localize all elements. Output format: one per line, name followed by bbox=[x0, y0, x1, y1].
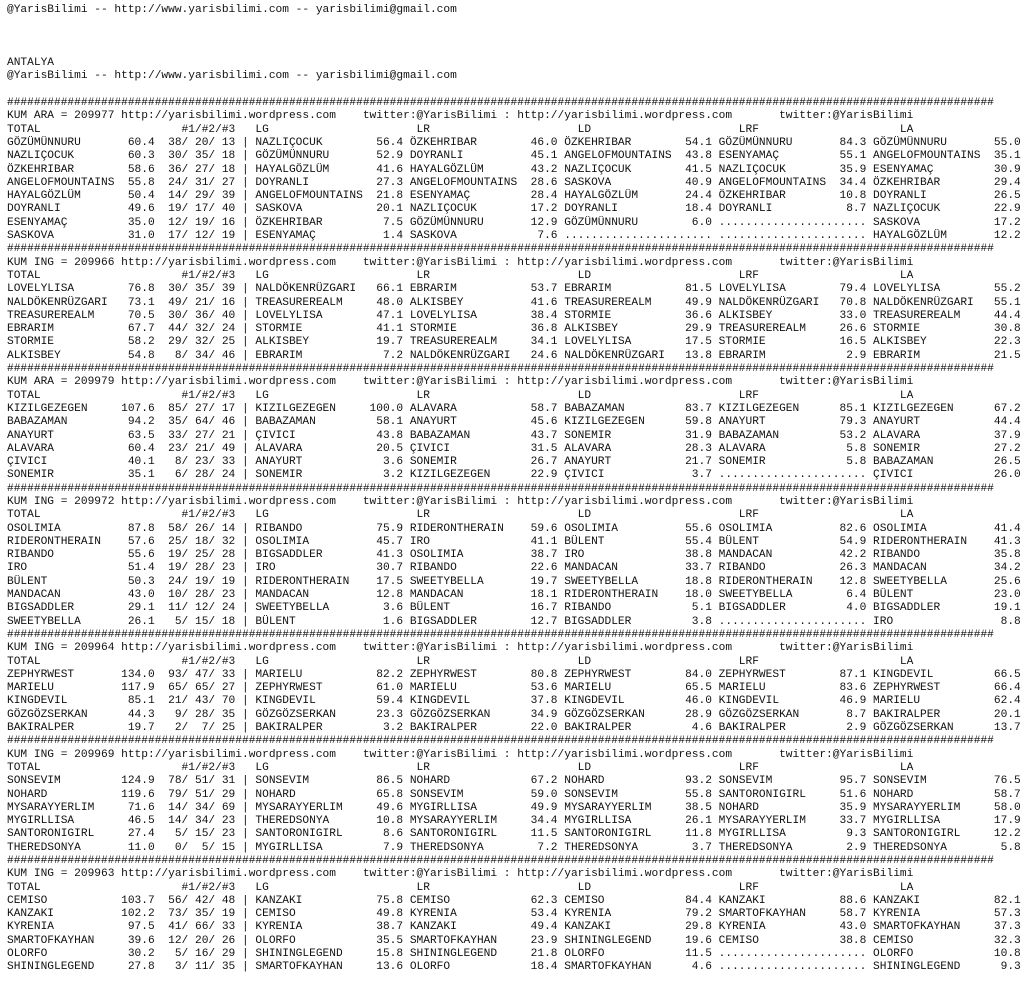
horse-row: SWEETYBELLA 26.1 5/ 15/ 18 | BÜLENT 1.6 BIGSADDLER 12.7 BIGSADDLER 3.8 ...................... IRO 8.8 bbox=[7, 615, 1021, 628]
hash-separator-line: ################################################################################################################################################### bbox=[7, 735, 994, 748]
blank-line bbox=[7, 44, 1021, 57]
horse-row: RIBANDO 55.6 19/ 25/ 28 | BIGSADDLER 41.3 OSOLIMIA 38.7 IRO 38.8 MANDACAN 42.2 RIBANDO 35.8 bbox=[7, 549, 1021, 562]
race-header-line: KUM ING = 209972 http://yarisbilimi.wordpress.com twitter:@YarisBilimi : http://yarisbilimi.wordpress.com twitter:@YarisBilimi bbox=[7, 495, 914, 508]
hash-separator-line: ################################################################################################################################################### bbox=[7, 363, 994, 376]
column-header-line: TOTAL #1/#2/#3 LG LR LD LRF LA bbox=[7, 655, 914, 668]
horse-row: RIDERONTHERAIN 57.6 25/ 18/ 32 | OSOLIMIA 45.7 IRO 41.1 BÜLENT 55.4 BÜLENT 54.9 RIDERONTHERAIN 41.3 bbox=[7, 535, 1021, 548]
race-header-line: KUM ARA = 209979 http://yarisbilimi.wordpress.com twitter:@YarisBilimi : http://yarisbilimi.wordpress.com twitter:@YarisBilimi bbox=[7, 376, 914, 389]
horse-row: THEREDSONYA 11.0 0/ 5/ 15 | MYGIRLLISA 7.9 THEREDSONYA 7.2 THEREDSONYA 3.7 THEREDSONYA 2.9 THEREDSONYA 5.8 bbox=[7, 841, 1021, 854]
column-header-line: TOTAL #1/#2/#3 LG LR LD LRF LA bbox=[7, 123, 914, 136]
horse-row: MANDACAN 43.0 10/ 28/ 23 | MANDACAN 12.8 MANDACAN 18.1 RIDERONTHERAIN 18.0 SWEETYBELLA 6.4 BÜLENT 23.0 bbox=[7, 589, 1021, 602]
horse-row: HAYALGÖZLÜM 50.4 14/ 29/ 39 | ANGELOFMOUNTAINS 21.8 ESENYAMAÇ 28.4 HAYALGÖZLÜM 24.4 ÖZKEHRIBAR 10.8 DOYRANLI 26.5 bbox=[7, 190, 1021, 203]
horse-row: NALDÖKENRÜZGARI 73.1 49/ 21/ 16 | TREASUREREALM 48.0 ALKISBEY 41.6 TREASUREREALM 49.9 NALDÖKENRÜZGARI 70.8 NALDÖKENRÜZGARI 55.1 bbox=[7, 296, 1021, 309]
horse-row: NOHARD 119.6 79/ 51/ 29 | NOHARD 65.8 SONSEVIM 59.0 SONSEVIM 55.8 SANTORONIGIRL 51.6 NOHARD 58.7 bbox=[7, 788, 1021, 801]
hash-separator-line: ################################################################################################################################################### bbox=[7, 482, 994, 495]
horse-row: ESENYAMAÇ 35.0 12/ 19/ 16 | ÖZKEHRIBAR 7.5 GÖZÜMÜNNURU 12.9 GÖZÜMÜNNURU 6.0 ...................... SASKOVA 17.2 bbox=[7, 216, 1021, 229]
horse-row: MARIELU 117.9 65/ 65/ 27 | ZEPHYRWEST 61.0 MARIELU 53.6 MARIELU 65.5 MARIELU 83.6 ZEPHYRWEST 66.4 bbox=[7, 682, 1021, 695]
horse-row: SMARTOFKAYHAN 39.6 12/ 20/ 26 | OLORFO 35.5 SMARTOFKAYHAN 23.9 SHININGLEGEND 19.6 CEMISO 38.8 CEMISO 32.3 bbox=[7, 934, 1021, 947]
horse-row: ÇIVICI 40.1 8/ 23/ 33 | ANAYURT 3.6 SONEMIR 26.7 ANAYURT 21.7 SONEMIR 5.8 BABAZAMAN 26.5 bbox=[7, 456, 1021, 469]
horse-row: ZEPHYRWEST 134.0 93/ 47/ 33 | MARIELU 82.2 ZEPHYRWEST 80.8 ZEPHYRWEST 84.0 ZEPHYRWEST 87.1 KINGDEVIL 66.5 bbox=[7, 668, 1021, 681]
horse-row: BIGSADDLER 29.1 11/ 12/ 24 | SWEETYBELLA 3.6 BÜLENT 16.7 RIBANDO 5.1 BIGSADDLER 4.0 BIGSADDLER 19.1 bbox=[7, 602, 1021, 615]
horse-row: TREASUREREALM 70.5 30/ 36/ 40 | LOVELYLISA 47.1 LOVELYLISA 38.4 STORMIE 36.6 ALKISBEY 33.0 TREASUREREALM 44.4 bbox=[7, 309, 1021, 322]
hash-separator-line: ################################################################################################################################################### bbox=[7, 855, 994, 867]
blank-line bbox=[7, 84, 1021, 97]
horse-row: SASKOVA 31.0 17/ 12/ 19 | ESENYAMAÇ 1.4 SASKOVA 7.6 ...................... ...................... HAYALGÖZLÜM 12.2 bbox=[7, 230, 1021, 243]
horse-row: ALAVARA 60.4 23/ 21/ 49 | ALAVARA 20.5 ÇIVICI 31.5 ALAVARA 28.3 ALAVARA 5.8 SONEMIR 27.2 bbox=[7, 442, 1021, 455]
horse-row: KANZAKI 102.2 73/ 35/ 19 | CEMISO 49.8 KYRENIA 53.4 KYRENIA 79.2 SMARTOFKAYHAN 58.7 KYRENIA 57.3 bbox=[7, 908, 1021, 921]
horse-row: SONEMIR 35.1 6/ 28/ 24 | SONEMIR 3.2 KIZILGEZEGEN 22.9 ÇIVICI 3.7 ...................... ÇIVICI 26.0 bbox=[7, 469, 1021, 482]
horse-row: KYRENIA 97.5 41/ 66/ 33 | KYRENIA 38.7 KANZAKI 49.4 KANZAKI 29.8 KYRENIA 43.0 SMARTOFKAYHAN 37.3 bbox=[7, 921, 1021, 934]
blank-line bbox=[7, 31, 1021, 44]
horse-row: IRO 51.4 19/ 28/ 23 | IRO 30.7 RIBANDO 22.6 MANDACAN 33.7 RIBANDO 26.3 MANDACAN 34.2 bbox=[7, 562, 1021, 575]
horse-row: OSOLIMIA 87.8 58/ 26/ 14 | RIBANDO 75.9 RIDERONTHERAIN 59.6 OSOLIMIA 55.6 OSOLIMIA 82.6 OSOLIMIA 41.4 bbox=[7, 522, 1021, 535]
column-header-line: TOTAL #1/#2/#3 LG LR LD LRF LA bbox=[7, 389, 914, 402]
hash-separator-line: ################################################################################################################################################### bbox=[7, 243, 994, 256]
column-header-line: TOTAL #1/#2/#3 LG LR LD LRF LA bbox=[7, 509, 914, 522]
horse-row: NAZLIÇOCUK 60.3 30/ 35/ 18 | GÖZÜMÜNNURU 52.9 DOYRANLI 45.1 ANGELOFMOUNTAINS 43.8 ESENYAMAÇ 55.1 ANGELOFMOUNTAINS 35.1 bbox=[7, 150, 1021, 163]
horse-row: GÖZGÖZSERKAN 44.3 9/ 28/ 35 | GÖZGÖZSERKAN 23.3 GÖZGÖZSERKAN 34.9 GÖZGÖZSERKAN 28.9 GÖZGÖZSERKAN 8.7 BAKIRALPER 20.1 bbox=[7, 708, 1021, 721]
horse-row: STORMIE 58.2 29/ 32/ 25 | ALKISBEY 19.7 TREASUREREALM 34.1 LOVELYLISA 17.5 STORMIE 16.5 ALKISBEY 22.3 bbox=[7, 336, 1021, 349]
hash-separator-line: ################################################################################################################################################### bbox=[7, 97, 994, 110]
column-header-line: TOTAL #1/#2/#3 LG LR LD LRF LA bbox=[7, 881, 914, 894]
race-header-line: KUM ING = 209963 http://yarisbilimi.wordpress.com twitter:@YarisBilimi : http://yarisbilimi.wordpress.com twitter:@YarisBilimi bbox=[7, 868, 914, 881]
contact-line: @YarisBilimi -- http://www.yarisbilimi.com -- yarisbilimi@gmail.com bbox=[7, 70, 457, 83]
column-header-line: TOTAL #1/#2/#3 LG LR LD LRF LA bbox=[7, 761, 914, 774]
race-header-line: KUM ING = 209964 http://yarisbilimi.wordpress.com twitter:@YarisBilimi : http://yarisbilimi.wordpress.com twitter:@YarisBilimi bbox=[7, 642, 914, 655]
contact-line: @YarisBilimi -- http://www.yarisbilimi.com -- yarisbilimi@gmail.com bbox=[7, 4, 457, 16]
horse-row: BÜLENT 50.3 24/ 19/ 19 | RIDERONTHERAIN 17.5 SWEETYBELLA 19.7 SWEETYBELLA 18.8 RIDERONTHERAIN 12.8 SWEETYBELLA 25.6 bbox=[7, 575, 1021, 588]
horse-row: GÖZÜMÜNNURU 60.4 38/ 20/ 13 | NAZLIÇOCUK 56.4 ÖZKEHRIBAR 46.0 ÖZKEHRIBAR 54.1 GÖZÜMÜNNURU 84.3 GÖZÜMÜNNURU 55.0 bbox=[7, 136, 1021, 149]
horse-row: SONSEVIM 124.9 78/ 51/ 31 | SONSEVIM 86.5 NOHARD 67.2 NOHARD 93.2 SONSEVIM 95.7 SONSEVIM 76.5 bbox=[7, 775, 1021, 788]
horse-row: ALKISBEY 54.8 8/ 34/ 46 | EBRARIM 7.2 NALDÖKENRÜZGARI 24.6 NALDÖKENRÜZGARI 13.8 EBRARIM 2.9 EBRARIM 21.5 bbox=[7, 349, 1021, 362]
hash-separator-line: ################################################################################################################################################### bbox=[7, 628, 994, 641]
horse-row: BAKIRALPER 19.7 2/ 7/ 25 | BAKIRALPER 3.2 BAKIRALPER 22.0 BAKIRALPER 4.6 BAKIRALPER 2.9 GÖZGÖZSERKAN 13.7 bbox=[7, 722, 1021, 735]
race-report-document bbox=[7, 4, 1021, 975]
horse-row: ANGELOFMOUNTAINS 55.8 24/ 31/ 27 | DOYRANLI 27.3 ANGELOFMOUNTAINS 28.6 SASKOVA 40.9 ANGELOFMOUNTAINS 34.4 ÖZKEHRIBAR 29.4 bbox=[7, 176, 1021, 189]
horse-row: EBRARIM 67.7 44/ 32/ 24 | STORMIE 41.1 STORMIE 36.8 ALKISBEY 29.9 TREASUREREALM 26.6 STORMIE 30.8 bbox=[7, 323, 1021, 336]
race-header-line: KUM ING = 209969 http://yarisbilimi.wordpress.com twitter:@YarisBilimi : http://yarisbilimi.wordpress.com twitter:@YarisBilimi bbox=[7, 748, 914, 761]
horse-row: KINGDEVIL 85.1 21/ 43/ 70 | KINGDEVIL 59.4 KINGDEVIL 37.8 KINGDEVIL 46.0 KINGDEVIL 46.9 MARIELU 62.4 bbox=[7, 695, 1021, 708]
city-title: ANTALYA bbox=[7, 57, 54, 70]
blank-line bbox=[7, 17, 1021, 30]
horse-row: MYGIRLLISA 46.5 14/ 34/ 23 | THEREDSONYA 10.8 MYSARAYYERLIM 34.4 MYGIRLLISA 26.1 MYSARAYYERLIM 33.7 MYGIRLLISA 17.9 bbox=[7, 815, 1021, 828]
race-header-line: KUM ING = 209966 http://yarisbilimi.wordpress.com twitter:@YarisBilimi : http://yarisbilimi.wordpress.com twitter:@YarisBilimi bbox=[7, 256, 914, 269]
horse-row: SHININGLEGEND 27.8 3/ 11/ 35 | SMARTOFKAYHAN 13.6 OLORFO 18.4 SMARTOFKAYHAN 4.6 ...................... SHININGLEGEND 9.3 bbox=[7, 961, 1021, 974]
horse-row: MYSARAYYERLIM 71.6 14/ 34/ 69 | MYSARAYYERLIM 49.6 MYGIRLLISA 49.9 MYSARAYYERLIM 38.5 NOHARD 35.9 MYSARAYYERLIM 58.0 bbox=[7, 801, 1021, 814]
horse-row: SANTORONIGIRL 27.4 5/ 15/ 23 | SANTORONIGIRL 8.6 SANTORONIGIRL 11.5 SANTORONIGIRL 11.8 MYGIRLLISA 9.3 SANTORONIGIRL 12.2 bbox=[7, 828, 1021, 841]
horse-row: BABAZAMAN 94.2 35/ 64/ 46 | BABAZAMAN 58.1 ANAYURT 45.6 KIZILGEZEGEN 59.8 ANAYURT 79.3 ANAYURT 44.4 bbox=[7, 416, 1021, 429]
horse-row: DOYRANLI 49.6 19/ 17/ 40 | SASKOVA 20.1 NAZLIÇOCUK 17.2 DOYRANLI 18.4 DOYRANLI 8.7 NAZLIÇOCUK 22.9 bbox=[7, 203, 1021, 216]
column-header-line: TOTAL #1/#2/#3 LG LR LD LRF LA bbox=[7, 269, 914, 282]
horse-row: ANAYURT 63.5 33/ 27/ 21 | ÇIVICI 43.8 BABAZAMAN 43.7 SONEMIR 31.9 BABAZAMAN 53.2 ALAVARA 37.9 bbox=[7, 429, 1021, 442]
horse-row: LOVELYLISA 76.8 30/ 35/ 39 | NALDÖKENRÜZGARI 66.1 EBRARIM 53.7 EBRARIM 81.5 LOVELYLISA 79.4 LOVELYLISA 55.2 bbox=[7, 283, 1021, 296]
horse-row: CEMISO 103.7 56/ 42/ 48 | KANZAKI 75.8 CEMISO 62.3 CEMISO 84.4 KANZAKI 88.6 KANZAKI 82.1 bbox=[7, 894, 1021, 907]
horse-row: OLORFO 30.2 5/ 16/ 29 | SHININGLEGEND 15.8 SHININGLEGEND 21.8 OLORFO 11.5 ...................... OLORFO 10.8 bbox=[7, 948, 1021, 961]
horse-row: KIZILGEZEGEN 107.6 85/ 27/ 17 | KIZILGEZEGEN 100.0 ALAVARA 58.7 BABAZAMAN 83.7 KIZILGEZEGEN 85.1 KIZILGEZEGEN 67.2 bbox=[7, 402, 1021, 415]
horse-row: ÖZKEHRIBAR 58.6 36/ 27/ 18 | HAYALGÖZLÜM 41.6 HAYALGÖZLÜM 43.2 NAZLIÇOCUK 41.5 NAZLIÇOCUK 35.9 ESENYAMAÇ 30.9 bbox=[7, 163, 1021, 176]
race-header-line: KUM ARA = 209977 http://yarisbilimi.wordpress.com twitter:@YarisBilimi : http://yarisbilimi.wordpress.com twitter:@YarisBilimi bbox=[7, 110, 914, 123]
